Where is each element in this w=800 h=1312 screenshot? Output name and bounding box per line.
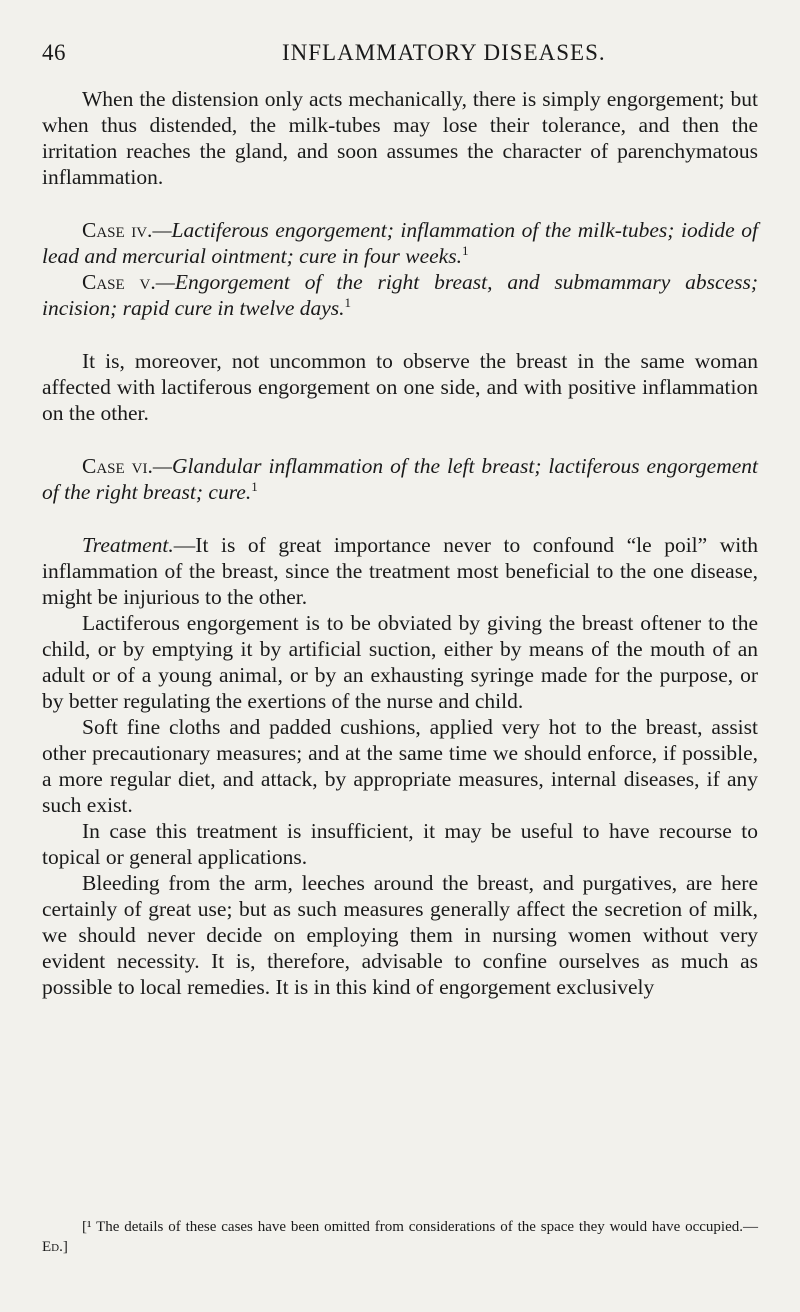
body-text (42, 86, 758, 1000)
case-iv (42, 217, 758, 269)
case-label: Case vi. (82, 454, 153, 478)
footnote-text: [¹ The details of these cases have been omitted from considerations of the space they would have occupied.— (82, 1219, 758, 1235)
case-description: —Glandular inflammation of the left breast; lactiferous engorgement of the right breast; cure. (42, 454, 758, 504)
footnote (42, 1217, 758, 1257)
footnote-marker: 1 (344, 294, 352, 310)
treatment-text: —It is of great importance never to confound “le poil” with inflammation of the breast, since the treatment most beneficial to the one disease, might be injurious to the other. (42, 533, 758, 609)
case-v (42, 269, 758, 321)
footnote-marker: 1 (461, 242, 469, 258)
case-description: —Engorgement of the right breast, and submammary abscess; incision; rapid cure in twelve days. (42, 270, 758, 320)
case-vi (42, 453, 758, 505)
case-label: Case iv. (82, 218, 153, 242)
treatment-paragraph (42, 532, 758, 610)
running-head: INFLAMMATORY DISEASES. (282, 40, 606, 65)
footnote-marker: 1 (251, 478, 258, 494)
footnote-close: ] (62, 1239, 68, 1255)
footnote-editor: Ed. (42, 1239, 63, 1255)
paragraph: It is, moreover, not uncommon to observe the breast in the same woman affected with lactiferous engorgement on one side, and with positive inflammation on the other. (42, 349, 758, 425)
paragraph: Bleeding from the arm, leeches around the breast, and purgatives, are here certainly of great use; but as such measures generally affect the secretion of milk, we should never decide on employing them in nursing women without very evident necessity. It is, therefore, advisable to confine ourselves as much as possible to local remedies. It is in this kind of engorgement exclusively (42, 871, 758, 999)
case-description: —Lactiferous engorgement; inflammation of the milk-tubes; iodide of lead and mercurial ointment; cure in four weeks. (42, 218, 758, 268)
treatment-label: Treatment. (82, 533, 174, 557)
paragraph: In case this treatment is insufficient, it may be useful to have recourse to topical or general applications. (42, 819, 758, 869)
case-label: Case v. (82, 270, 156, 294)
paragraph: Lactiferous engorgement is to be obviated by giving the breast oftener to the child, or by emptying it by artificial suction, either by means of the mouth of an adult or of a young animal, or by an exhausting syringe made for the purpose, or by better regulating the exertions of the nurse and child. (42, 611, 758, 713)
paragraph: Soft fine cloths and padded cushions, applied very hot to the breast, assist other precautionary measures; and at the same time we should enforce, if possible, a more regular diet, and attack, by appropriate measures, internal diseases, if any such exist. (42, 715, 758, 817)
page-number: 46 (42, 40, 66, 65)
paragraph: When the distension only acts mechanically, there is simply engorgement; but when thus distended, the milk-tubes may lose their tolerance, and then the irritation reaches the gland, and soon assumes the character of parenchymatous inflammation. (42, 87, 758, 189)
page-header (42, 40, 758, 80)
